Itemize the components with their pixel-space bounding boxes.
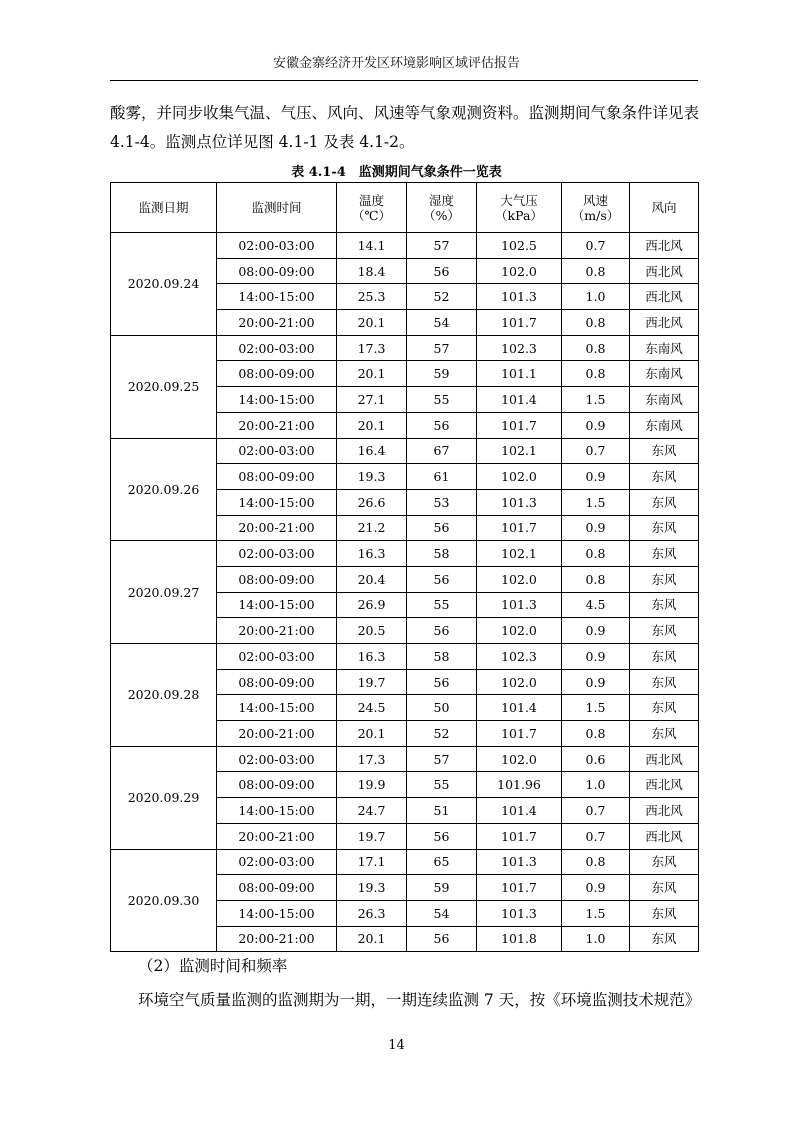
- wind-speed-cell: 0.9: [562, 464, 630, 490]
- wind-direction-cell: 西北风: [630, 798, 699, 824]
- time-cell: 20:00-21:00: [217, 926, 337, 952]
- temperature-cell: 25.3: [337, 284, 407, 310]
- humidity-cell: 56: [407, 823, 477, 849]
- pressure-cell: 101.7: [477, 875, 562, 901]
- time-cell: 08:00-09:00: [217, 464, 337, 490]
- wind-direction-cell: 东风: [630, 669, 699, 695]
- time-cell: 14:00-15:00: [217, 489, 337, 515]
- header-temperature: [337, 183, 407, 233]
- wind-direction-cell: 西北风: [630, 258, 699, 284]
- pressure-cell: 102.0: [477, 258, 562, 284]
- wind-direction-cell: 东风: [630, 464, 699, 490]
- temperature-cell: 19.7: [337, 823, 407, 849]
- time-cell: 02:00-03:00: [217, 746, 337, 772]
- wind-direction-cell: 西北风: [630, 310, 699, 336]
- time-cell: 14:00-15:00: [217, 695, 337, 721]
- header-humidity-unit: （%）: [423, 207, 460, 223]
- wind-direction-cell: 东风: [630, 566, 699, 592]
- humidity-cell: 55: [407, 772, 477, 798]
- wind-speed-cell: 0.9: [562, 515, 630, 541]
- time-cell: 14:00-15:00: [217, 387, 337, 413]
- wind-direction-cell: 东风: [630, 875, 699, 901]
- pressure-cell: 102.1: [477, 438, 562, 464]
- wind-speed-cell: 0.8: [562, 721, 630, 747]
- pressure-cell: 101.4: [477, 387, 562, 413]
- time-cell: 08:00-09:00: [217, 875, 337, 901]
- temperature-cell: 24.7: [337, 798, 407, 824]
- date-cell: 2020.09.30: [111, 849, 217, 952]
- table-row: [111, 233, 699, 259]
- table-row: [111, 438, 699, 464]
- pressure-cell: 102.0: [477, 566, 562, 592]
- humidity-cell: 57: [407, 746, 477, 772]
- date-cell: 2020.09.28: [111, 644, 217, 747]
- header-temperature-unit: （℃）: [352, 207, 391, 223]
- wind-direction-cell: 东南风: [630, 387, 699, 413]
- time-cell: 02:00-03:00: [217, 541, 337, 567]
- temperature-cell: 16.3: [337, 541, 407, 567]
- wind-speed-cell: 1.0: [562, 926, 630, 952]
- pressure-cell: 101.8: [477, 926, 562, 952]
- wind-direction-cell: 东风: [630, 926, 699, 952]
- humidity-cell: 52: [407, 284, 477, 310]
- pressure-cell: 101.4: [477, 798, 562, 824]
- humidity-cell: 54: [407, 900, 477, 926]
- pressure-cell: 102.0: [477, 746, 562, 772]
- wind-speed-cell: 0.9: [562, 644, 630, 670]
- pressure-cell: 101.3: [477, 900, 562, 926]
- wind-speed-cell: 0.7: [562, 798, 630, 824]
- wind-speed-cell: 1.5: [562, 489, 630, 515]
- temperature-cell: 20.4: [337, 566, 407, 592]
- humidity-cell: 59: [407, 361, 477, 387]
- header-humidity-label: 湿度: [428, 192, 454, 208]
- pressure-cell: 101.3: [477, 284, 562, 310]
- time-cell: 02:00-03:00: [217, 335, 337, 361]
- header-wind-speed-label: 风速: [582, 192, 608, 208]
- time-cell: 08:00-09:00: [217, 361, 337, 387]
- temperature-cell: 20.1: [337, 926, 407, 952]
- time-cell: 02:00-03:00: [217, 233, 337, 259]
- meteorology-table: [110, 182, 699, 952]
- wind-speed-cell: 0.8: [562, 361, 630, 387]
- header-pressure-unit: （kPa）: [495, 207, 543, 223]
- table-row: [111, 644, 699, 670]
- temperature-cell: 20.1: [337, 310, 407, 336]
- table-body: [111, 233, 699, 952]
- header-wind-direction: 风向: [630, 183, 699, 233]
- time-cell: 14:00-15:00: [217, 798, 337, 824]
- temperature-cell: 20.1: [337, 361, 407, 387]
- table-row: [111, 541, 699, 567]
- wind-speed-cell: 0.7: [562, 823, 630, 849]
- temperature-cell: 16.3: [337, 644, 407, 670]
- time-cell: 20:00-21:00: [217, 618, 337, 644]
- wind-direction-cell: 东南风: [630, 412, 699, 438]
- pressure-cell: 101.3: [477, 489, 562, 515]
- table-row: [111, 746, 699, 772]
- wind-speed-cell: 0.8: [562, 849, 630, 875]
- temperature-cell: 17.1: [337, 849, 407, 875]
- pressure-cell: 101.7: [477, 412, 562, 438]
- time-cell: 02:00-03:00: [217, 644, 337, 670]
- header-wind-speed-unit: （m/s）: [571, 207, 620, 223]
- wind-speed-cell: 1.5: [562, 387, 630, 413]
- wind-direction-cell: 东风: [630, 695, 699, 721]
- paragraph-intro: 酸雾，并同步收集气温、气压、风向、风速等气象观测资料。监测期间气象条件详见表 4.1-4。监测点位详见图 4.1-1 及表 4.1-2。: [110, 104, 700, 151]
- humidity-cell: 67: [407, 438, 477, 464]
- header-date: 监测日期: [111, 183, 217, 233]
- time-cell: 14:00-15:00: [217, 592, 337, 618]
- humidity-cell: 56: [407, 669, 477, 695]
- table-row: [111, 849, 699, 875]
- wind-direction-cell: 东风: [630, 541, 699, 567]
- time-cell: 20:00-21:00: [217, 823, 337, 849]
- temperature-cell: 20.1: [337, 412, 407, 438]
- header-pressure-label: 大气压: [500, 192, 538, 208]
- wind-speed-cell: 0.8: [562, 335, 630, 361]
- wind-speed-cell: 0.9: [562, 875, 630, 901]
- wind-direction-cell: 西北风: [630, 823, 699, 849]
- humidity-cell: 50: [407, 695, 477, 721]
- pressure-cell: 101.7: [477, 310, 562, 336]
- date-cell: 2020.09.27: [111, 541, 217, 644]
- wind-direction-cell: 东南风: [630, 335, 699, 361]
- header-pressure: [477, 183, 562, 233]
- time-cell: 08:00-09:00: [217, 669, 337, 695]
- date-cell: 2020.09.24: [111, 233, 217, 336]
- pressure-cell: 101.1: [477, 361, 562, 387]
- pressure-cell: 101.7: [477, 823, 562, 849]
- pressure-cell: 101.7: [477, 721, 562, 747]
- humidity-cell: 53: [407, 489, 477, 515]
- humidity-cell: 54: [407, 310, 477, 336]
- wind-speed-cell: 0.9: [562, 669, 630, 695]
- paragraph-monitoring: 环境空气质量监测的监测期为一期，一期连续监测 7 天，按《环境监测技术规范》: [138, 991, 701, 1009]
- pressure-cell: 101.96: [477, 772, 562, 798]
- humidity-cell: 65: [407, 849, 477, 875]
- wind-speed-cell: 0.9: [562, 618, 630, 644]
- wind-direction-cell: 西北风: [630, 746, 699, 772]
- time-cell: 08:00-09:00: [217, 772, 337, 798]
- header-wind-speed: [562, 183, 630, 233]
- temperature-cell: 19.3: [337, 875, 407, 901]
- humidity-cell: 55: [407, 592, 477, 618]
- humidity-cell: 61: [407, 464, 477, 490]
- pressure-cell: 101.3: [477, 592, 562, 618]
- time-cell: 08:00-09:00: [217, 566, 337, 592]
- time-cell: 08:00-09:00: [217, 258, 337, 284]
- wind-direction-cell: 西北风: [630, 284, 699, 310]
- wind-speed-cell: 0.6: [562, 746, 630, 772]
- wind-direction-cell: 东风: [630, 592, 699, 618]
- date-cell: 2020.09.29: [111, 746, 217, 849]
- pressure-cell: 102.1: [477, 541, 562, 567]
- header-humidity: [407, 183, 477, 233]
- date-cell: 2020.09.25: [111, 335, 217, 438]
- wind-speed-cell: 0.8: [562, 258, 630, 284]
- date-cell: 2020.09.26: [111, 438, 217, 541]
- temperature-cell: 19.9: [337, 772, 407, 798]
- pressure-cell: 101.3: [477, 849, 562, 875]
- section-title: （2）监测时间和频率: [138, 957, 288, 975]
- time-cell: 20:00-21:00: [217, 515, 337, 541]
- wind-direction-cell: 东风: [630, 849, 699, 875]
- table-header-row: [111, 183, 699, 233]
- wind-speed-cell: 1.0: [562, 772, 630, 798]
- page-number: 14: [388, 1038, 405, 1053]
- wind-speed-cell: 1.0: [562, 284, 630, 310]
- wind-direction-cell: 东风: [630, 721, 699, 747]
- humidity-cell: 56: [407, 258, 477, 284]
- humidity-cell: 57: [407, 335, 477, 361]
- temperature-cell: 17.3: [337, 335, 407, 361]
- temperature-cell: 27.1: [337, 387, 407, 413]
- wind-direction-cell: 西北风: [630, 772, 699, 798]
- time-cell: 02:00-03:00: [217, 438, 337, 464]
- time-cell: 20:00-21:00: [217, 721, 337, 747]
- humidity-cell: 59: [407, 875, 477, 901]
- pressure-cell: 102.0: [477, 669, 562, 695]
- header-time: 监测时间: [217, 183, 337, 233]
- humidity-cell: 52: [407, 721, 477, 747]
- temperature-cell: 20.5: [337, 618, 407, 644]
- temperature-cell: 19.3: [337, 464, 407, 490]
- pressure-cell: 101.4: [477, 695, 562, 721]
- wind-direction-cell: 东风: [630, 438, 699, 464]
- pressure-cell: 102.3: [477, 335, 562, 361]
- wind-direction-cell: 东风: [630, 900, 699, 926]
- pressure-cell: 102.0: [477, 618, 562, 644]
- wind-direction-cell: 西北风: [630, 233, 699, 259]
- time-cell: 14:00-15:00: [217, 284, 337, 310]
- humidity-cell: 51: [407, 798, 477, 824]
- wind-speed-cell: 1.5: [562, 900, 630, 926]
- wind-speed-cell: 4.5: [562, 592, 630, 618]
- table-row: [111, 335, 699, 361]
- temperature-cell: 18.4: [337, 258, 407, 284]
- temperature-cell: 20.1: [337, 721, 407, 747]
- wind-speed-cell: 0.7: [562, 233, 630, 259]
- pressure-cell: 101.7: [477, 515, 562, 541]
- humidity-cell: 58: [407, 644, 477, 670]
- humidity-cell: 56: [407, 566, 477, 592]
- humidity-cell: 56: [407, 412, 477, 438]
- humidity-cell: 57: [407, 233, 477, 259]
- temperature-cell: 26.9: [337, 592, 407, 618]
- pressure-cell: 102.5: [477, 233, 562, 259]
- humidity-cell: 55: [407, 387, 477, 413]
- wind-speed-cell: 0.8: [562, 310, 630, 336]
- wind-speed-cell: 0.9: [562, 412, 630, 438]
- wind-direction-cell: 东风: [630, 515, 699, 541]
- wind-speed-cell: 0.8: [562, 566, 630, 592]
- wind-speed-cell: 1.5: [562, 695, 630, 721]
- temperature-cell: 24.5: [337, 695, 407, 721]
- page-header: 安徽金寨经济开发区环境影响区域评估报告: [272, 56, 520, 71]
- pressure-cell: 102.0: [477, 464, 562, 490]
- wind-speed-cell: 0.8: [562, 541, 630, 567]
- temperature-cell: 17.3: [337, 746, 407, 772]
- wind-direction-cell: 东南风: [630, 361, 699, 387]
- humidity-cell: 58: [407, 541, 477, 567]
- temperature-cell: 26.6: [337, 489, 407, 515]
- humidity-cell: 56: [407, 618, 477, 644]
- pressure-cell: 102.3: [477, 644, 562, 670]
- time-cell: 02:00-03:00: [217, 849, 337, 875]
- temperature-cell: 21.2: [337, 515, 407, 541]
- time-cell: 20:00-21:00: [217, 412, 337, 438]
- header-rule: [110, 80, 698, 81]
- time-cell: 14:00-15:00: [217, 900, 337, 926]
- wind-direction-cell: 东风: [630, 489, 699, 515]
- temperature-cell: 16.4: [337, 438, 407, 464]
- humidity-cell: 56: [407, 515, 477, 541]
- humidity-cell: 56: [407, 926, 477, 952]
- temperature-cell: 19.7: [337, 669, 407, 695]
- temperature-cell: 14.1: [337, 233, 407, 259]
- time-cell: 20:00-21:00: [217, 310, 337, 336]
- wind-speed-cell: 0.7: [562, 438, 630, 464]
- wind-direction-cell: 东风: [630, 644, 699, 670]
- wind-direction-cell: 东风: [630, 618, 699, 644]
- temperature-cell: 26.3: [337, 900, 407, 926]
- header-temperature-label: 温度: [358, 192, 384, 208]
- table-caption: 表 4.1-4 监测期间气象条件一览表: [291, 165, 502, 180]
